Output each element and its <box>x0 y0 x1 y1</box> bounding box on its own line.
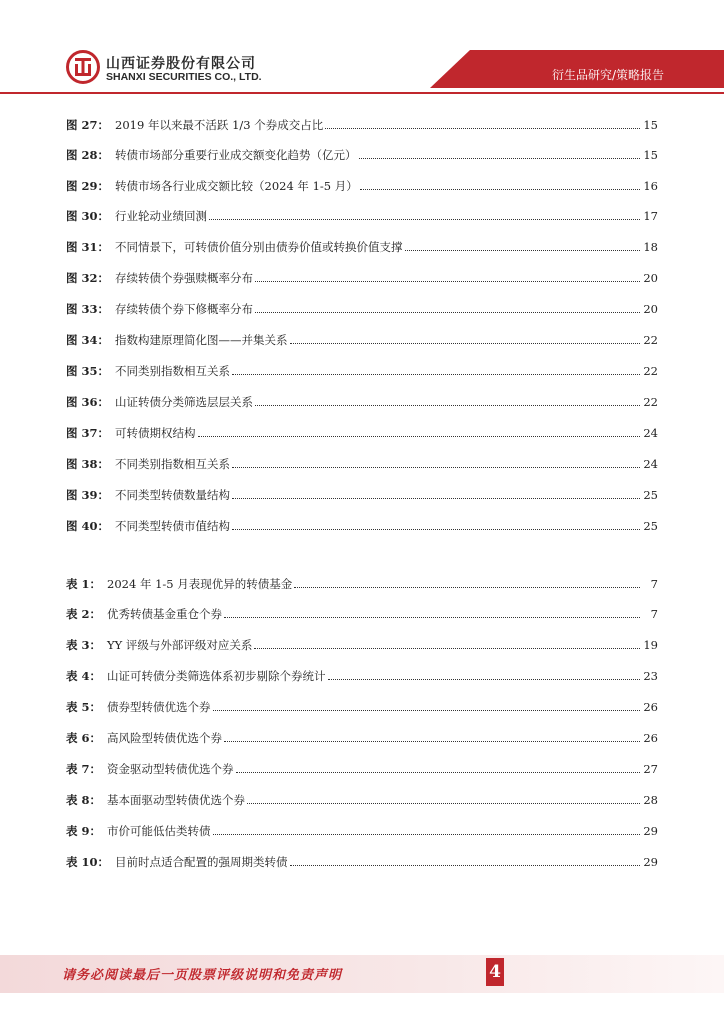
toc-dot-leader <box>213 709 640 711</box>
toc-entry-label: 图 36： <box>66 395 110 409</box>
toc-entry-label: 图 31： <box>66 240 110 254</box>
toc-entry-label: 表 2： <box>66 607 102 621</box>
toc-table-entry[interactable] <box>66 851 658 869</box>
toc-entry-label: 图 37： <box>66 426 110 440</box>
header-banner <box>0 0 724 100</box>
toc-entry-label: 表 9： <box>66 824 102 838</box>
toc-entry-page: 24 <box>643 426 658 440</box>
toc-entry-label: 图 33： <box>66 302 110 316</box>
toc-entry-title: 存续转债个券强赎概率分布 <box>115 271 254 285</box>
toc-dot-leader <box>360 188 640 190</box>
toc-table-entry[interactable] <box>66 758 658 776</box>
toc-table-entry[interactable] <box>66 696 658 714</box>
toc-table-entry[interactable] <box>66 820 658 838</box>
toc-dot-leader <box>213 833 640 835</box>
toc-entry-page: 28 <box>643 793 658 807</box>
toc-entry-title: 基本面驱动型转债优选个券 <box>107 793 246 807</box>
company-name-en: SHANXI SECURITIES CO., LTD. <box>106 71 262 83</box>
toc-entry-title: 市价可能低估类转债 <box>107 824 211 838</box>
toc-dot-leader <box>359 157 640 159</box>
toc-entry-title: 山证可转债分类筛选体系初步剔除个券统计 <box>107 669 326 683</box>
toc-dot-leader <box>294 586 640 588</box>
toc-entry-title: 可转债期权结构 <box>115 426 196 440</box>
toc-entry-label: 图 38： <box>66 457 110 471</box>
toc-entry-title: 2019 年以来最不活跃 1/3 个券成交占比 <box>115 118 324 132</box>
toc-entry-title: 不同类别指数相互关系 <box>115 457 231 471</box>
toc-figure-entry[interactable] <box>66 298 658 316</box>
toc-entry-page: 7 <box>650 577 658 591</box>
toc-table-entry[interactable] <box>66 603 658 621</box>
toc-entry-title: 资金驱动型转债优选个券 <box>107 762 234 776</box>
toc-entry-page: 20 <box>643 271 658 285</box>
toc-entry-title: 不同类别指数相互关系 <box>115 364 231 378</box>
toc-entry-page: 15 <box>643 148 658 162</box>
toc-dot-leader <box>224 740 640 742</box>
toc-entry-title: YY 评级与外部评级对应关系 <box>107 638 253 652</box>
toc-dot-leader <box>232 466 640 468</box>
toc-figure-entry[interactable] <box>66 175 658 193</box>
toc-dot-leader <box>255 280 640 282</box>
toc-dot-leader <box>255 404 640 406</box>
footer-disclaimer: 请务必阅读最后一页股票评级说明和免责声明 <box>62 968 343 983</box>
toc-entry-title: 存续转债个券下修概率分布 <box>115 302 254 316</box>
toc-entry-title: 转债市场各行业成交额比较（2024 年 1-5 月） <box>115 179 358 193</box>
toc-entry-label: 图 28： <box>66 148 110 162</box>
toc-entry-title: 指数构建原理简化图——并集关系 <box>115 333 288 347</box>
toc-entry-label: 表 3： <box>66 638 102 652</box>
toc-entry-label: 表 8： <box>66 793 102 807</box>
toc-figure-entry[interactable] <box>66 144 658 162</box>
toc-figure-entry[interactable] <box>66 205 658 223</box>
toc-entry-page: 22 <box>643 364 658 378</box>
toc-entry-page: 22 <box>643 333 658 347</box>
toc-entry-title: 债券型转债优选个券 <box>107 700 211 714</box>
company-name-cn: 山西证券股份有限公司 <box>106 56 256 72</box>
toc-entry-label: 表 1： <box>66 577 102 591</box>
toc-dot-leader <box>224 616 640 618</box>
toc-entry-page: 27 <box>643 762 658 776</box>
toc-entry-page: 7 <box>650 607 658 621</box>
toc-figure-entry[interactable] <box>66 422 658 440</box>
shanxi-securities-logo-icon <box>66 50 100 84</box>
toc-entry-label: 图 29： <box>66 179 110 193</box>
toc-figure-entry[interactable] <box>66 236 658 254</box>
toc-entry-label: 图 34： <box>66 333 110 347</box>
toc-figure-entry[interactable] <box>66 391 658 409</box>
toc-figure-entry[interactable] <box>66 484 658 502</box>
toc-dot-leader <box>328 678 640 680</box>
toc-entry-label: 图 39： <box>66 488 110 502</box>
toc-entry-label: 图 40： <box>66 519 110 533</box>
toc-entry-label: 表 5： <box>66 700 102 714</box>
toc-entry-page: 16 <box>643 179 658 193</box>
toc-dot-leader <box>290 342 640 344</box>
toc-dot-leader <box>209 218 640 220</box>
toc-entry-title: 转债市场部分重要行业成交额变化趋势（亿元） <box>115 148 357 162</box>
toc-table-entry[interactable] <box>66 665 658 683</box>
toc-entry-page: 26 <box>643 700 658 714</box>
toc-entry-title: 不同类型转债数量结构 <box>115 488 231 502</box>
toc-entry-label: 表 6： <box>66 731 102 745</box>
toc-entry-label: 表 4： <box>66 669 102 683</box>
toc-entry-page: 15 <box>643 118 658 132</box>
toc-entry-title: 2024 年 1-5 月表现优异的转债基金 <box>107 577 293 591</box>
toc-dot-leader <box>255 311 640 313</box>
toc-table-entry[interactable] <box>66 727 658 745</box>
toc-entry-page: 17 <box>643 209 658 223</box>
toc-figure-entry[interactable] <box>66 515 658 533</box>
toc-table-entry[interactable] <box>66 573 658 591</box>
toc-dot-leader <box>232 528 640 530</box>
toc-entry-title: 优秀转债基金重仓个券 <box>107 607 223 621</box>
toc-table-entry[interactable] <box>66 634 658 652</box>
toc-entry-page: 18 <box>643 240 658 254</box>
page-header <box>0 0 724 100</box>
toc-entry-title: 目前时点适合配置的强周期类转债 <box>115 855 288 869</box>
toc-entry-label: 表 7： <box>66 762 102 776</box>
toc-entry-title: 山证转债分类筛选层层关系 <box>115 395 254 409</box>
toc-figure-entry[interactable] <box>66 114 658 132</box>
toc-dot-leader <box>290 864 640 866</box>
toc-entry-page: 25 <box>643 488 658 502</box>
toc-entry-title: 不同情景下，可转债价值分别由债券价值或转换价值支撑 <box>115 240 403 254</box>
toc-dot-leader <box>247 802 640 804</box>
toc-dot-leader <box>198 435 640 437</box>
toc-figure-entry[interactable] <box>66 267 658 285</box>
toc-entry-label: 图 32： <box>66 271 110 285</box>
toc-entry-page: 29 <box>643 855 658 869</box>
toc-entry-label: 图 35： <box>66 364 110 378</box>
toc-dot-leader <box>236 771 640 773</box>
toc-dot-leader <box>232 497 640 499</box>
toc-entry-title: 不同类型转债市值结构 <box>115 519 231 533</box>
toc-figure-entry[interactable] <box>66 329 658 347</box>
toc-dot-leader <box>405 249 640 251</box>
toc-entry-title: 行业轮动业绩回测 <box>115 209 208 223</box>
toc-entry-page: 22 <box>643 395 658 409</box>
report-category: 衍生品研究/策略报告 <box>551 68 664 82</box>
toc-entry-page: 23 <box>643 669 658 683</box>
toc-entry-page: 19 <box>643 638 658 652</box>
toc-entry-title: 高风险型转债优选个券 <box>107 731 223 745</box>
toc-dot-leader <box>254 647 640 649</box>
toc-entry-label: 图 27： <box>66 118 110 132</box>
toc-entry-page: 29 <box>643 824 658 838</box>
toc-dot-leader <box>232 373 640 375</box>
toc-entry-page: 20 <box>643 302 658 316</box>
toc-dot-leader <box>325 127 640 129</box>
toc-table-entry[interactable] <box>66 789 658 807</box>
toc-figure-entry[interactable] <box>66 360 658 378</box>
toc-entry-label: 表 10： <box>66 855 110 869</box>
toc-entry-label: 图 30： <box>66 209 110 223</box>
toc-entry-page: 26 <box>643 731 658 745</box>
toc-entry-page: 24 <box>643 457 658 471</box>
toc-figure-entry[interactable] <box>66 453 658 471</box>
page-number: 4 <box>486 958 504 986</box>
toc-entry-page: 25 <box>643 519 658 533</box>
